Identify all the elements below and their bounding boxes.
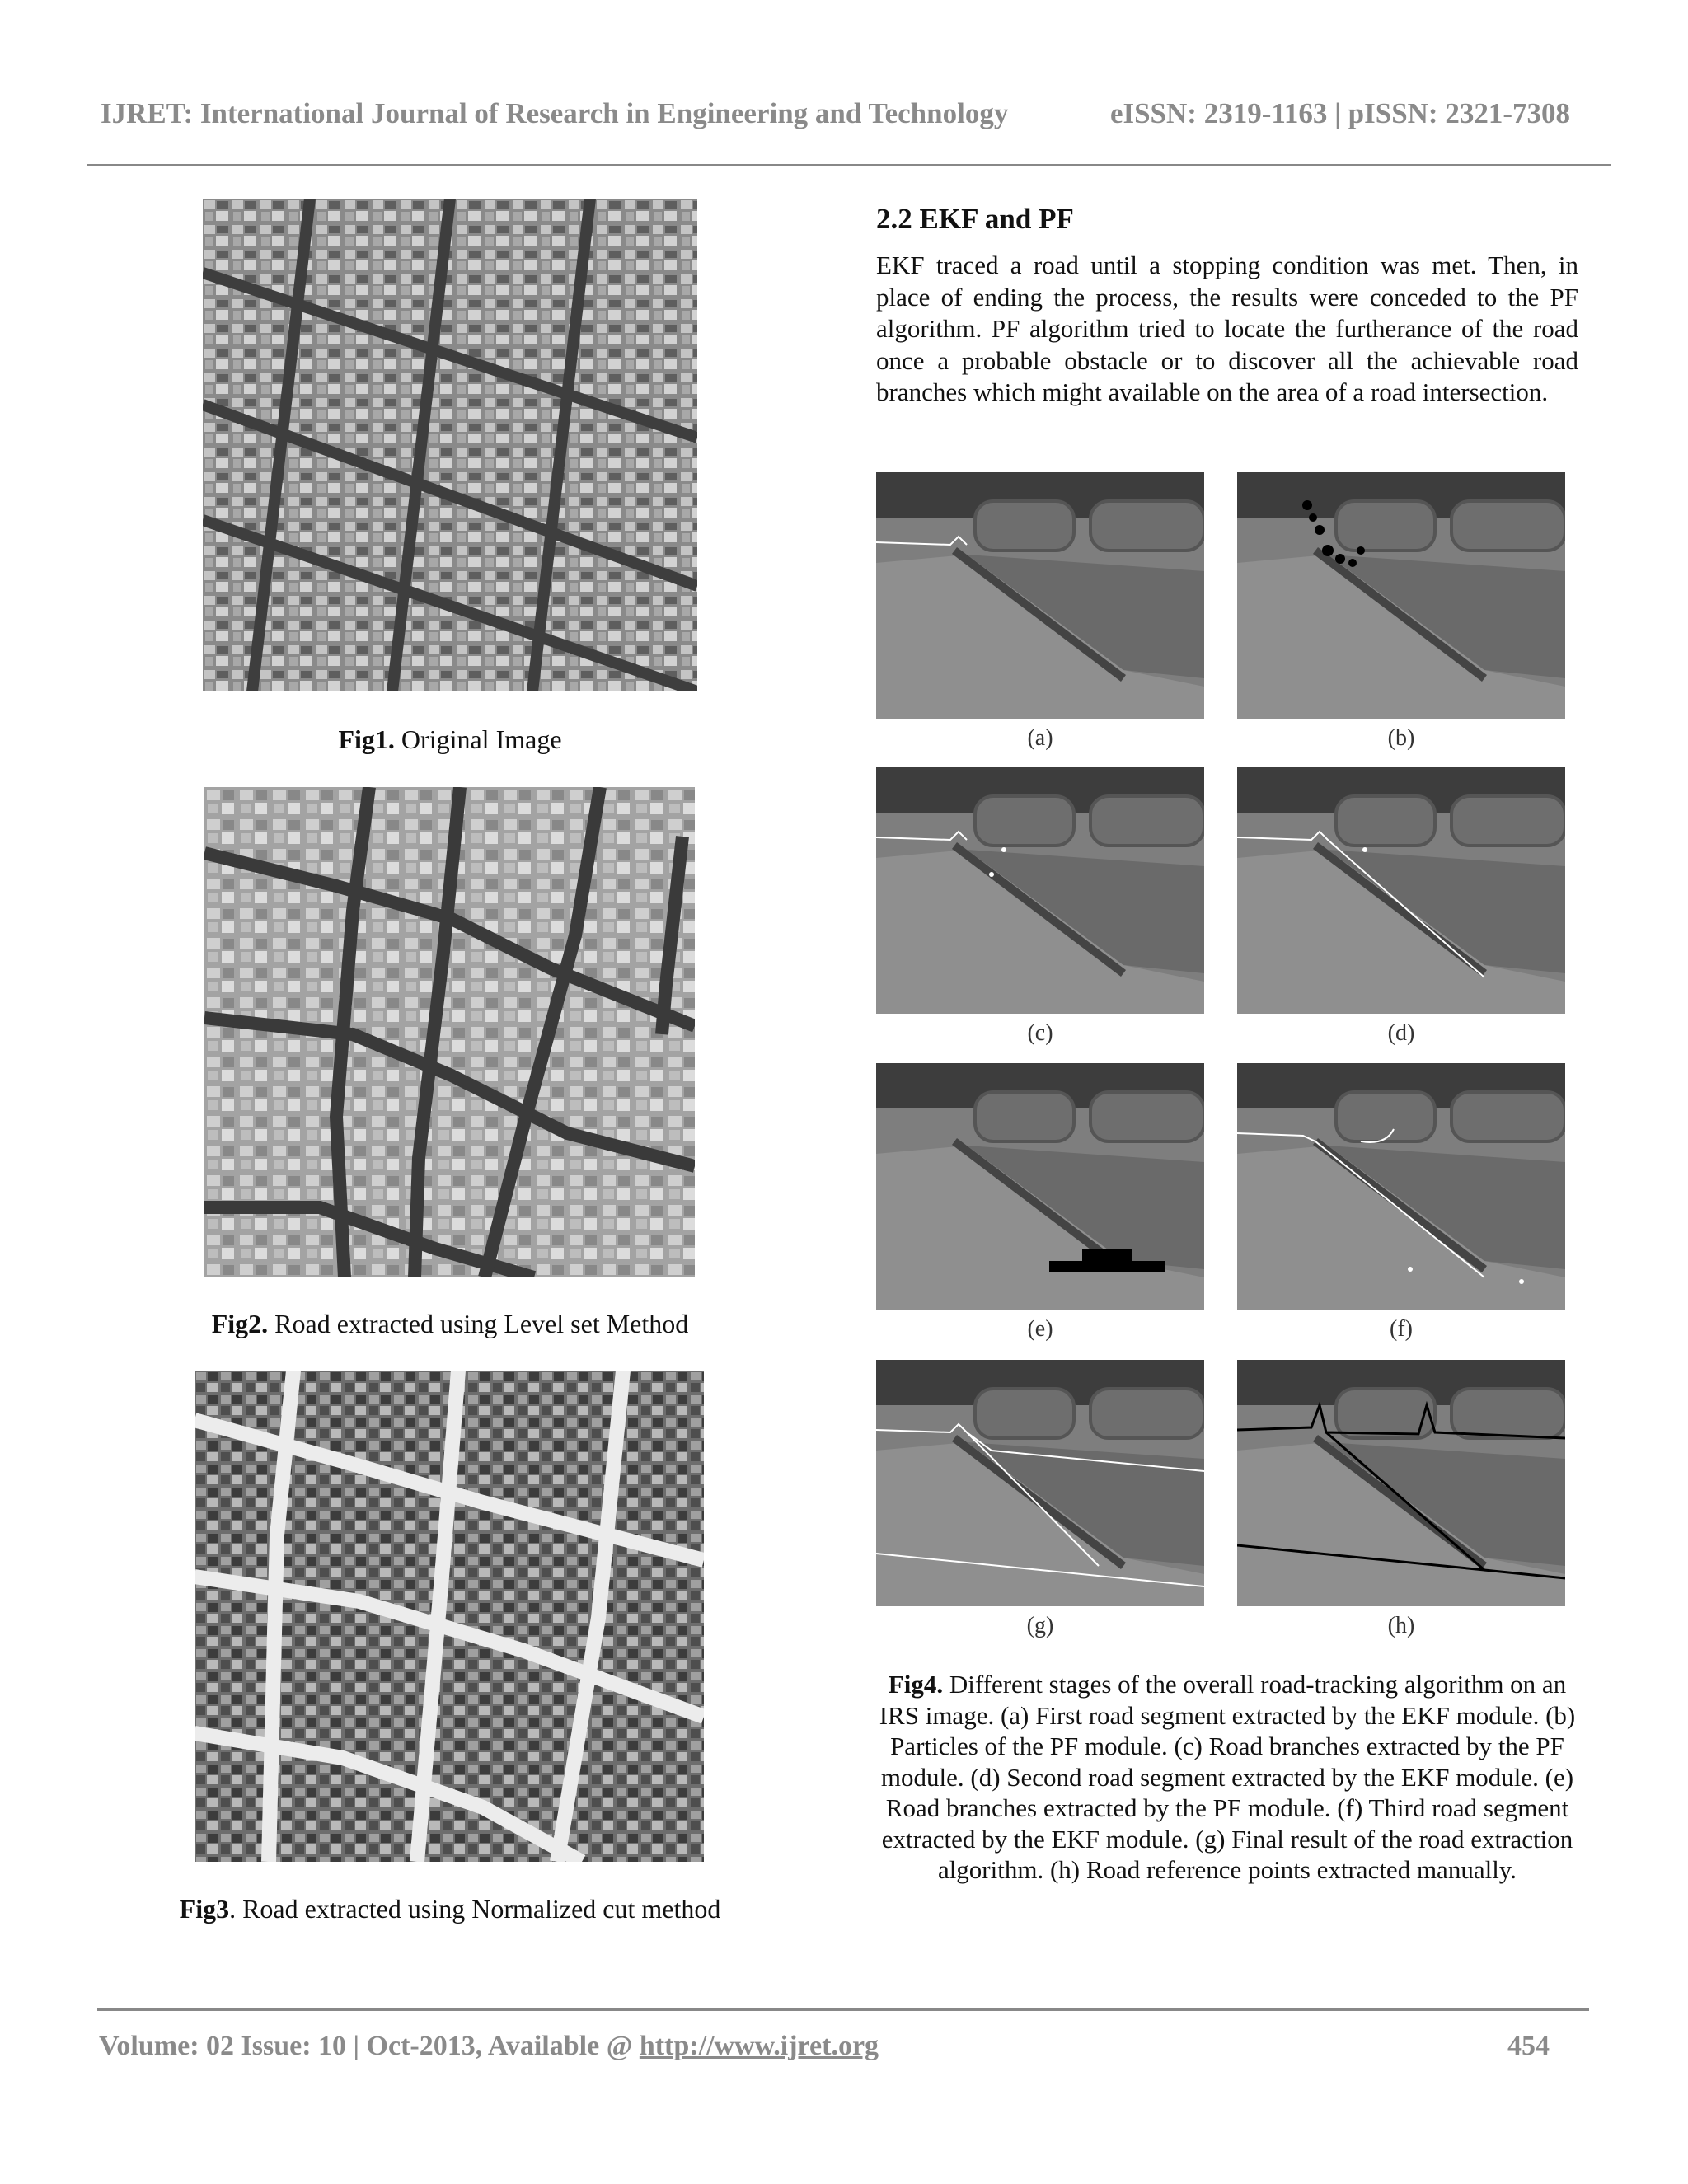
page-footer xyxy=(99,2031,1550,2070)
fig4-panel-label: (d) xyxy=(1387,1020,1415,1046)
fig1-caption-text: Original Image xyxy=(394,724,562,754)
fig4-panel-b xyxy=(1237,472,1565,719)
footer-volume-text: Volume: 02 Issue: 10 | Oct-2013, Available @ xyxy=(99,2031,640,2061)
issn-text: eISSN: 2319-1163 | pISSN: 2321-7308 xyxy=(1109,97,1570,129)
fig1-original-image xyxy=(203,199,697,691)
journal-title: IJRET: International Journal of Research in Engineering and Technology xyxy=(101,97,1009,129)
fig4-panel-g xyxy=(876,1360,1204,1606)
fig1-aerial-graphic xyxy=(203,199,697,691)
section-paragraph: EKF traced a road until a stopping condition was met. Then, in place of ending the process, the results were conceded to the PF algorithm. PF algorithm tried to locate the furtherance of the road once a probable obstacle or to discover all the achievable road branches which might available on the area of a road intersection. xyxy=(876,251,1578,406)
fig4-label: Fig4. xyxy=(888,1670,944,1699)
fig1-label: Fig1. xyxy=(338,724,395,754)
fig4-panel-e xyxy=(876,1063,1204,1310)
fig3-caption-text: . Road extracted using Normalized cut method xyxy=(229,1894,721,1924)
fig4-panel-a xyxy=(876,472,1204,719)
fig2-caption-text: Road extracted using Level set Method xyxy=(268,1309,689,1338)
fig2-label: Fig2. xyxy=(211,1309,269,1338)
fig4-panel-label: (g) xyxy=(1026,1613,1054,1638)
fig4-panel-label: (h) xyxy=(1387,1613,1415,1638)
journal-link[interactable]: http://www.ijret.org xyxy=(639,2031,879,2061)
fig3-label: Fig3 xyxy=(179,1894,230,1924)
page-header xyxy=(87,97,1611,140)
footer-volume xyxy=(99,2031,879,2062)
fig4-panel-c xyxy=(876,767,1204,1014)
fig4-panel-label: (b) xyxy=(1387,725,1415,751)
fig4-panel-label: (e) xyxy=(1027,1316,1053,1342)
section-heading: 2.2 EKF and PF xyxy=(876,203,1074,235)
fig2-level-set-image xyxy=(204,787,695,1277)
fig4-panel-h xyxy=(1237,1360,1565,1606)
fig2-caption xyxy=(162,1308,738,1339)
footer-divider xyxy=(97,2008,1589,2011)
fig4-panel-label: (a) xyxy=(1027,725,1053,751)
fig4-panel-f xyxy=(1237,1063,1565,1310)
fig4-caption-text: Different stages of the overall road-tracking algorithm on an IRS image. (a) First road segment extracted by the EKF module. (b) Particles of the PF module. (c) Road branches extracted by the PF module. (d) Second road segment extracted by the EKF module. (e) Road branches extracted by the PF module. (f) Third road segment extracted by the EKF module. (g) Final result of the road extraction algorithm. (h) Road reference points extracted manually. xyxy=(879,1670,1576,1884)
fig4-panel-label: (f) xyxy=(1390,1316,1413,1342)
page-number: 454 xyxy=(1507,2031,1550,2061)
fig1-caption xyxy=(203,724,697,755)
fig2-road-graphic xyxy=(204,787,695,1277)
header-divider xyxy=(87,164,1611,166)
fig4-caption xyxy=(876,1669,1578,1886)
fig3-normalized-cut-image xyxy=(195,1371,704,1862)
fig4-panel-d xyxy=(1237,767,1565,1014)
fig3-road-graphic xyxy=(195,1371,704,1862)
fig3-caption xyxy=(162,1893,738,1924)
fig4-panel-label: (c) xyxy=(1027,1020,1053,1046)
